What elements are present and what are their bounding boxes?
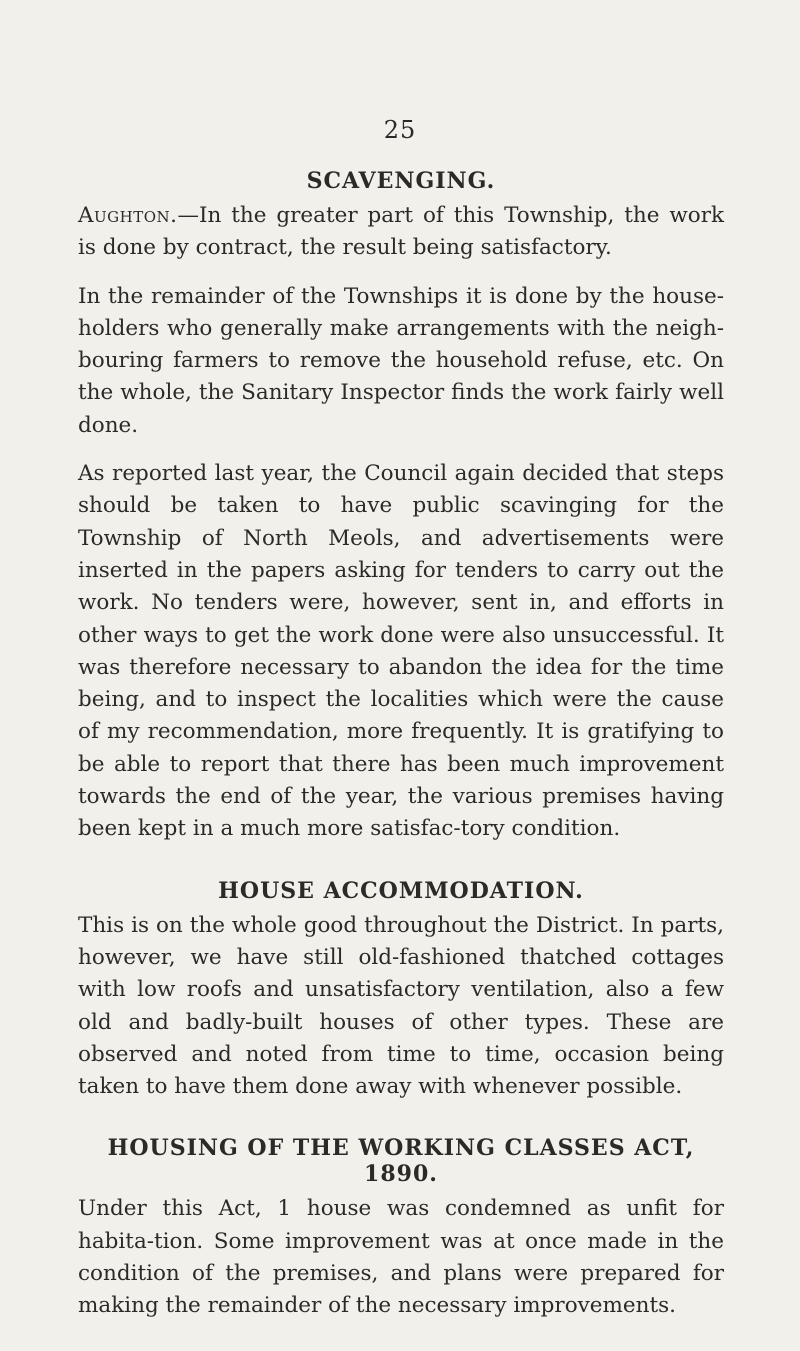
page-number: 25: [383, 116, 417, 144]
scavenging-heading: SCAVENGING.: [306, 168, 496, 194]
scavenging-paragraph-2: In the remainder of the Townships it is done by the house-holders who generally make arrangements with the neigh-bouring farmers to remove the household refuse, etc. On the whole, the Sanitary Inspector finds the work fairly well done.: [78, 283, 724, 438]
scavenging-paragraph-1: [78, 200, 724, 265]
housing-act-paragraph: Under this Act, 1 house was condemned as unfit for habita-tion. Some improvement was at once made in the condition of the premises, and plans were prepared for making the remainder of the necessary improvements.: [78, 1196, 724, 1319]
document-body: [78, 118, 724, 1323]
scavenging-paragraph-1-text: —In the greater part of this Township, the work is done by contract, the result being satisfactory.: [78, 203, 724, 261]
house-accommodation-heading: HOUSE ACCOMMODATION.: [218, 877, 584, 904]
housing-act-heading: HOUSING OF THE WORKING CLASSES ACT, 1890.: [107, 1135, 695, 1188]
house-accommodation-paragraph: This is on the whole good throughout the District. In parts, however, we have still old-fashioned thatched cottages with low roofs and unsatisfactory ventilation, also a few old and badly-built houses of other types. These are observed and noted from time to time, occasion being taken to have them done away with whenever possible.: [78, 912, 724, 1100]
scavenging-paragraph-3: As reported last year, the Council again decided that steps should be taken to have public scavinging for the Township of North Meols, and advertisements were inserted in the papers asking for tenders to carry out the work. No tenders were, however, sent in, and efforts in other ways to get the work done were also unsuccessful. It was therefore necessary to abandon the idea for the time being, and to inspect the localities which were the cause of my recommendation, more frequently. It is gratifying to be able to report that there has been much improvement towards the end of the year, the various premises having been kept in a much more satisfac-tory condition.: [78, 461, 724, 842]
township-name: Aughton.: [78, 203, 178, 228]
